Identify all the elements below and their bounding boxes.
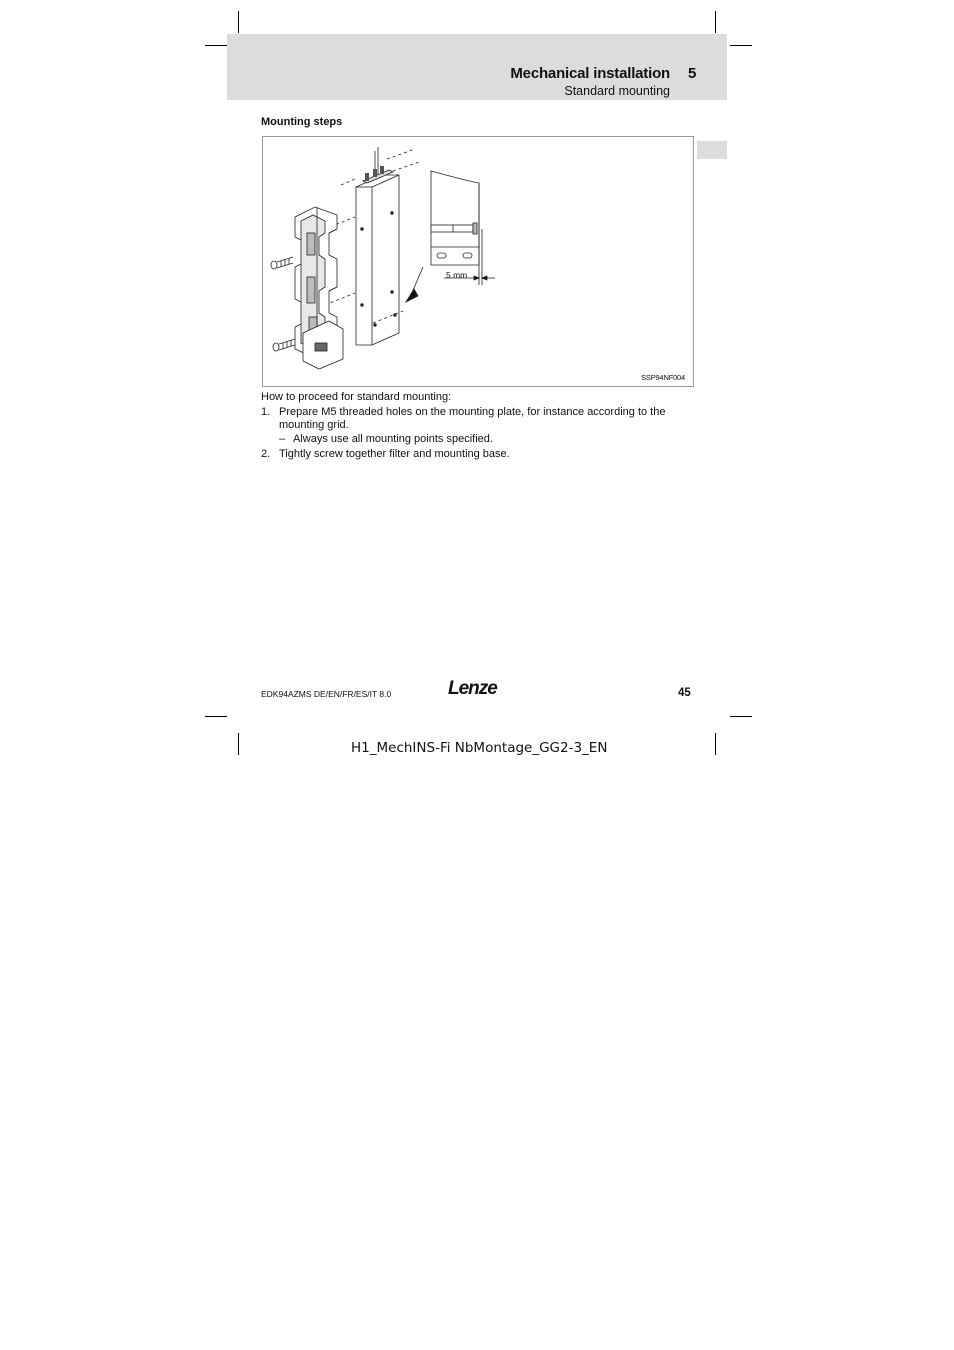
page-number: 45	[678, 687, 691, 699]
section-heading: Mounting steps	[261, 116, 343, 128]
step-number: 2.	[261, 448, 271, 460]
crop-mark	[238, 11, 239, 33]
chapter-number: 5	[688, 65, 697, 82]
dash-bullet: –	[279, 433, 286, 445]
figure-code: SSP94NF004	[641, 373, 685, 382]
crop-mark	[730, 45, 752, 46]
step-text: Prepare M5 threaded holes on the mounting plate, for instance according to the mounting grid.	[279, 406, 666, 431]
sub-bullet-text: Always use all mounting points specified.	[293, 433, 493, 445]
crop-mark	[715, 11, 716, 33]
crop-mark	[730, 716, 752, 717]
crop-mark	[205, 45, 227, 46]
crop-mark	[205, 716, 227, 717]
lenze-logo: Lenze	[448, 678, 497, 699]
step-number: 1.	[261, 406, 271, 418]
chapter-title: Mechanical installation	[510, 65, 670, 82]
document-id: H1_MechINS-Fi NbMontage_GG2-3_EN	[351, 740, 608, 756]
mounting-figure	[262, 136, 694, 387]
intro-text: How to proceed for standard mounting:	[261, 391, 452, 403]
footer-doc-code: EDK94AZMS DE/EN/FR/ES/IT 8.0	[261, 689, 392, 699]
step-text: Tightly screw together filter and mounting base.	[279, 448, 510, 460]
crop-mark	[715, 733, 716, 755]
side-tab-marker	[697, 141, 727, 159]
mounting-illustration	[263, 137, 695, 388]
dimension-label: 5 mm	[446, 270, 468, 280]
sub-bullet	[279, 433, 493, 445]
crop-mark	[238, 733, 239, 755]
chapter-subtitle: Standard mounting	[564, 84, 670, 98]
